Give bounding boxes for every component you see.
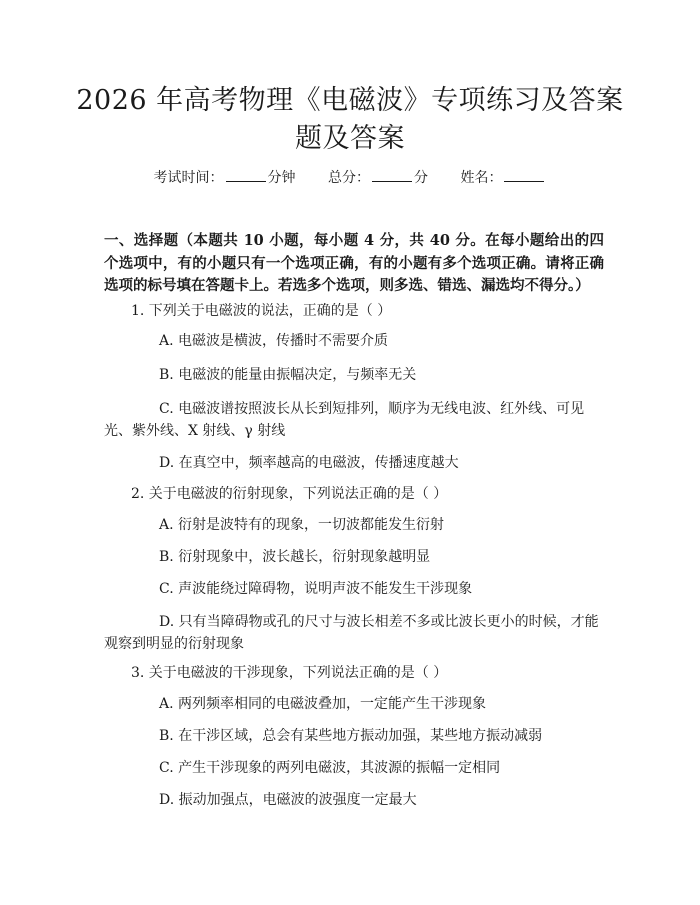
question-1-option-c: C. 电磁波谱按照波长从长到短排列，顺序为无线电波、红外线、可见 <box>159 401 585 417</box>
section-heading: 一、选择题（本题共 10 小题，每小题 4 分，共 40 分。在每小题给出的四个选项中，有的小题只有一个选项正确，有的小题有多个选项正确。请将正确选项的标号填在答题卡上。若选多个选项，则多选、错选、漏选均不得分。） <box>104 232 604 294</box>
question-2-option-c: C. 声波能绕过障碍物，说明声波不能发生干涉现象 <box>159 581 473 597</box>
student-name-label: 姓名： <box>460 170 503 186</box>
exam-time-label: 考试时间： <box>153 170 224 186</box>
question-3-stem: 3. 关于电磁波的干涉现象，下列说法正确的是（ ） <box>131 665 448 681</box>
exam-time-unit: 分钟 <box>267 170 296 186</box>
question-1-stem: 1. 下列关于电磁波的说法，正确的是（ ） <box>131 303 392 319</box>
total-score-label: 总分： <box>328 170 370 186</box>
question-2-option-d: D. 只有当障碍物或孔的尺寸与波长相差不多或比波长更小的时候，才能 <box>159 614 599 630</box>
question-1-option-a: A. 电磁波是横波，传播时不需要介质 <box>159 333 389 349</box>
question-3-option-b: B. 在干涉区域，总会有某些地方振动加强，某些地方振动减弱 <box>159 728 543 744</box>
question-1-option-c-continued: 光、紫外线、X 射线、γ 射线 <box>104 423 286 439</box>
document-title-line1: 2026 年高考物理《电磁波》专项练习及答案 <box>76 85 624 116</box>
question-3-option-d: D. 振动加强点，电磁波的波强度一定最大 <box>159 792 417 808</box>
total-score-field <box>328 168 428 188</box>
question-2-stem: 2. 关于电磁波的衍射现象，下列说法正确的是（ ） <box>131 486 448 502</box>
total-score-unit: 分 <box>414 170 428 186</box>
total-score-blank <box>372 168 412 182</box>
exam-time-field <box>154 168 296 188</box>
question-2-option-b: B. 衍射现象中，波长越长，衍射现象越明显 <box>159 549 431 565</box>
question-2-option-d-continued: 观察到明显的衍射现象 <box>104 636 244 652</box>
student-name-field <box>460 168 546 188</box>
question-1-option-b: B. 电磁波的能量由振幅决定，与频率无关 <box>159 367 417 383</box>
exam-info-row <box>0 168 700 188</box>
question-3-option-c: C. 产生干涉现象的两列电磁波，其波源的振幅一定相同 <box>159 760 501 776</box>
exam-time-blank <box>226 168 266 182</box>
document-title-line2: 题及答案 <box>295 123 405 154</box>
question-1-option-d: D. 在真空中，频率越高的电磁波，传播速度越大 <box>159 455 459 471</box>
question-3-option-a: A. 两列频率相同的电磁波叠加，一定能产生干涉现象 <box>159 696 487 712</box>
question-2-option-a: A. 衍射是波特有的现象，一切波都能发生衍射 <box>159 517 445 533</box>
student-name-blank <box>504 168 544 182</box>
